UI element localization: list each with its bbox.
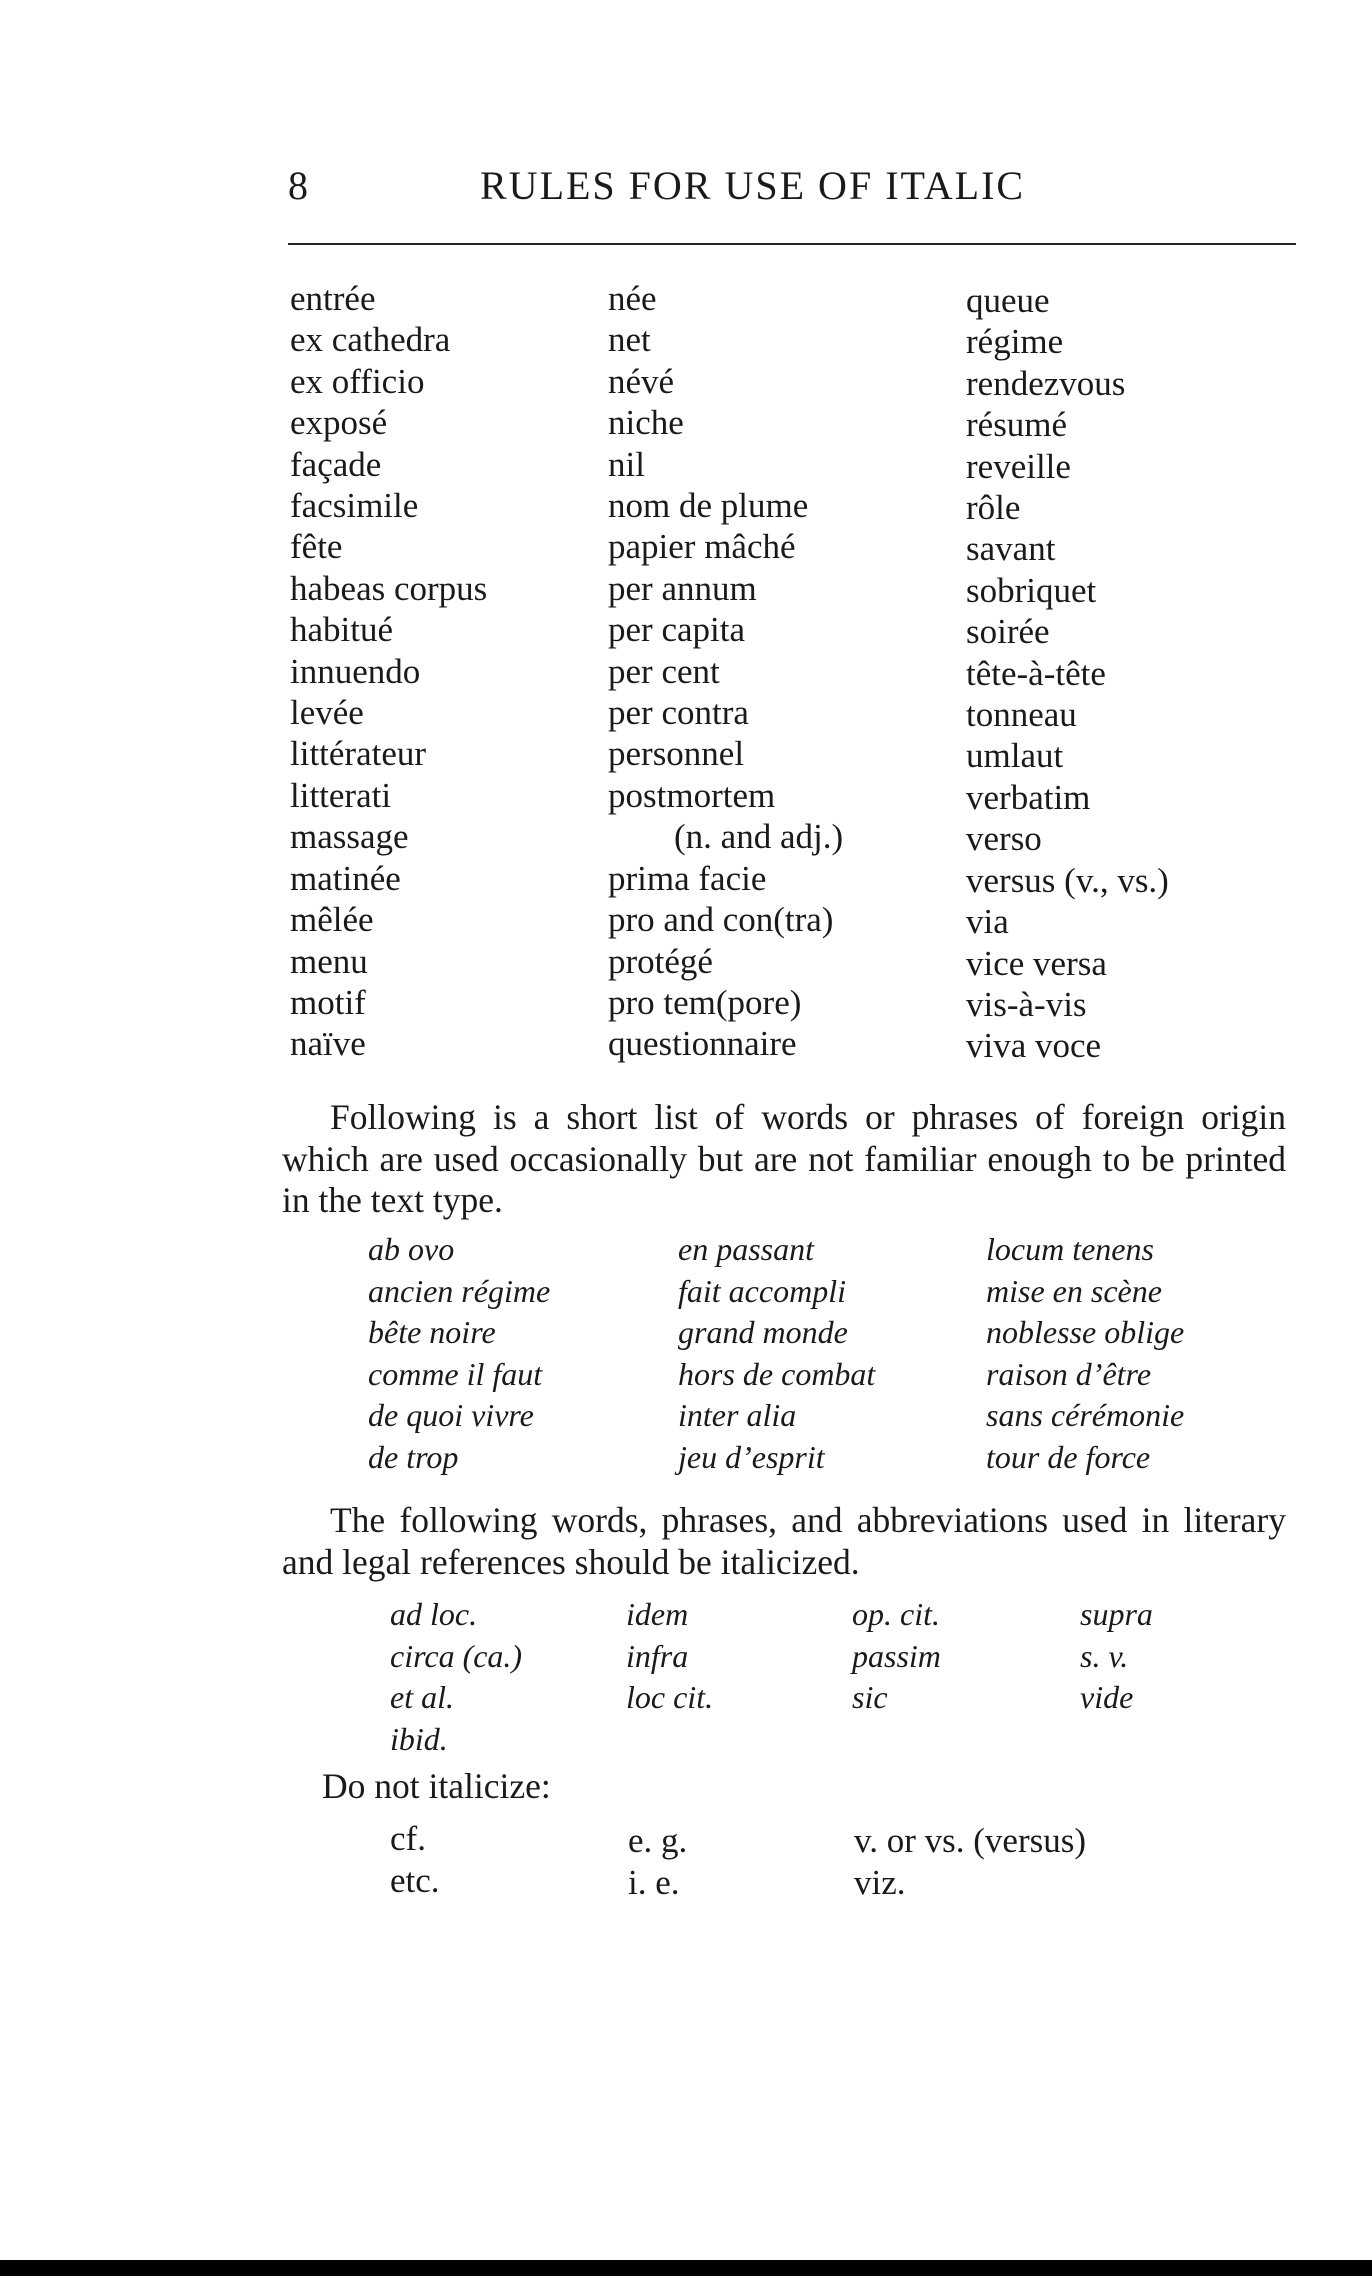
paragraph-foreign-origin <box>282 1097 1286 1222</box>
list-item: per annum <box>608 568 757 608</box>
foreign-italic-column-3 <box>986 1229 1184 1478</box>
list-item: massage <box>290 817 409 857</box>
list-item: fait accompli <box>678 1272 846 1309</box>
list-item: névé <box>608 361 675 401</box>
list-item: ex officio <box>290 361 425 401</box>
list-item: comme il faut <box>368 1355 543 1392</box>
roman-terms-column-2 <box>608 278 843 1065</box>
list-item: v. or vs. (versus) <box>854 1821 1086 1860</box>
not-italic-column-3 <box>854 1820 1086 1904</box>
list-item: née <box>608 279 657 318</box>
list-item: naïve <box>290 1024 366 1064</box>
list-item: cf. <box>390 1819 426 1858</box>
list-item: infra <box>626 1637 689 1674</box>
list-item: viz. <box>854 1863 906 1902</box>
list-item: queue <box>966 281 1050 320</box>
list-item: niche <box>608 403 684 443</box>
reference-italic-column-3 <box>852 1594 941 1719</box>
list-item: versus (v., vs.) <box>966 860 1169 900</box>
list-item: sans cérémonie <box>986 1397 1185 1433</box>
list-item: rôle <box>966 488 1021 528</box>
list-item: entrée <box>290 279 376 318</box>
reference-italic-column-4 <box>1080 1594 1153 1719</box>
list-item: pro tem(pore) <box>608 982 802 1022</box>
list-item: matinée <box>290 858 401 898</box>
list-item: net <box>608 320 651 360</box>
not-italic-column-1 <box>390 1818 440 1902</box>
list-item: littérateur <box>290 734 427 774</box>
list-item: noblesse oblige <box>986 1314 1185 1350</box>
list-item: sic <box>852 1679 888 1715</box>
reference-italic-column-1 <box>390 1594 522 1760</box>
list-item: tour de force <box>986 1438 1151 1475</box>
list-item: et al. <box>390 1679 454 1715</box>
page-header <box>288 162 1298 222</box>
list-item: idem <box>626 1596 689 1632</box>
list-item: résumé <box>966 405 1068 445</box>
list-item: pro and con(tra) <box>608 900 834 940</box>
list-item: via <box>966 902 1009 942</box>
list-item: motif <box>290 982 366 1022</box>
list-item: supra <box>1080 1596 1153 1632</box>
running-title: RULES FOR USE OF ITALIC <box>480 163 1026 208</box>
paragraph-text: The following words, phrases, and abbreviations used in literary and legal references should be italicized. <box>282 1500 1286 1582</box>
list-item: op. cit. <box>852 1596 940 1632</box>
list-item: exposé <box>290 403 388 443</box>
list-item: menu <box>290 941 368 981</box>
list-item: nom de plume <box>608 486 809 526</box>
list-item: vice versa <box>966 943 1107 983</box>
list-item: habeas corpus <box>290 568 488 608</box>
header-rule <box>288 243 1296 245</box>
list-item: vis-à-vis <box>966 984 1087 1024</box>
list-item: postmortem <box>608 775 776 815</box>
reference-italic-column-2 <box>626 1594 713 1719</box>
do-not-italicize-label: Do not italicize: <box>322 1766 551 1806</box>
list-item: raison d’être <box>986 1355 1152 1392</box>
list-item: etc. <box>390 1861 440 1900</box>
list-item: facsimile <box>290 486 419 526</box>
list-item: litterati <box>290 775 392 815</box>
list-item: innuendo <box>290 651 421 691</box>
list-item: tonneau <box>966 695 1077 735</box>
list-item: soirée <box>966 612 1050 652</box>
list-item: protégé <box>608 941 713 981</box>
list-item: mise en scène <box>986 1272 1162 1309</box>
list-item: papier mâché <box>608 527 796 567</box>
roman-terms-column-3 <box>966 280 1169 1067</box>
list-item: ex cathedra <box>290 320 451 360</box>
list-item: mêlée <box>290 900 374 940</box>
list-item: ad loc. <box>390 1596 478 1632</box>
list-item: questionnaire <box>608 1024 797 1064</box>
list-item: sobriquet <box>966 570 1097 610</box>
list-item: hors de combat <box>678 1355 876 1392</box>
list-item: rendezvous <box>966 363 1126 403</box>
list-item: viva voce <box>966 1026 1102 1066</box>
list-item: nil <box>608 444 645 484</box>
roman-terms-column-1 <box>290 278 487 1065</box>
list-item: ancien régime <box>368 1272 551 1309</box>
list-item: vide <box>1080 1679 1134 1715</box>
list-item: tête-à-tête <box>966 653 1106 693</box>
list-item: per capita <box>608 610 745 650</box>
list-item: umlaut <box>966 736 1064 776</box>
list-item: en passant <box>678 1231 814 1267</box>
not-italic-column-2 <box>628 1820 687 1904</box>
list-item: habitué <box>290 610 394 650</box>
list-item: verso <box>966 819 1042 859</box>
list-item: e. g. <box>628 1821 688 1860</box>
list-item: passim <box>852 1637 941 1674</box>
list-item: per cent <box>608 651 720 691</box>
list-item: de quoi vivre <box>368 1397 534 1433</box>
paragraph-text: Following is a short list of words or phrases of foreign origin which are used occasionally but are not familiar enough to be printed in the text type. <box>282 1097 1286 1220</box>
list-item: i. e. <box>628 1863 680 1902</box>
list-item: grand monde <box>678 1314 848 1350</box>
list-item: bête noire <box>368 1314 496 1350</box>
page-number: 8 <box>288 163 309 208</box>
list-item: reveille <box>966 446 1071 486</box>
list-item: locum tenens <box>986 1231 1154 1267</box>
list-item: loc cit. <box>626 1679 714 1715</box>
list-item: régime <box>966 322 1064 362</box>
list-item: s. v. <box>1080 1637 1129 1674</box>
list-item: ibid. <box>390 1720 448 1757</box>
list-item: fête <box>290 527 343 567</box>
list-item: personnel <box>608 734 745 774</box>
list-item-note: (n. and adj.) <box>674 817 844 857</box>
list-item: per contra <box>608 693 749 733</box>
list-item: verbatim <box>966 777 1091 817</box>
foreign-italic-column-2 <box>678 1229 875 1478</box>
list-item: prima facie <box>608 858 767 898</box>
foreign-italic-column-1 <box>368 1229 550 1478</box>
paragraph-references <box>282 1500 1286 1583</box>
list-item: ab ovo <box>368 1231 455 1267</box>
list-item: levée <box>290 693 364 733</box>
list-item: circa (ca.) <box>390 1637 523 1674</box>
list-item: jeu d’esprit <box>678 1438 825 1475</box>
list-item: inter alia <box>678 1397 797 1433</box>
list-item: de trop <box>368 1438 459 1475</box>
list-item: savant <box>966 529 1056 569</box>
list-item: façade <box>290 444 382 484</box>
scan-edge-bar <box>0 2260 1372 2276</box>
